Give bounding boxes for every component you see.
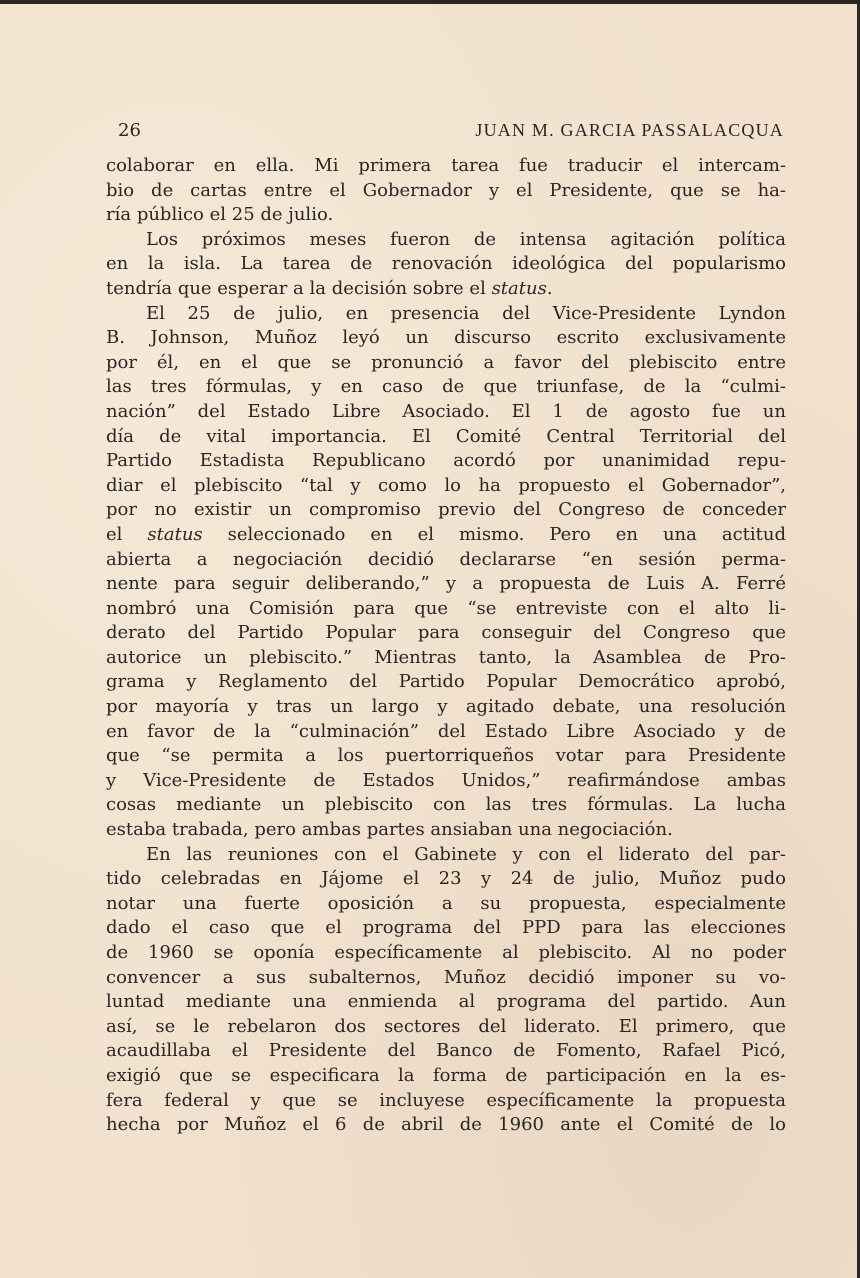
- text-line-content: de 1960 se oponía específicamente al plebiscito. Al no poder: [106, 942, 786, 963]
- text-line-content: las tres fórmulas, y en caso de que triunfase, de la “culmi-: [106, 376, 786, 398]
- text-line-content: nombró una Comisión para que “se entreviste con el alto li-: [106, 597, 786, 619]
- text-line: [106, 154, 786, 179]
- text-line: [106, 228, 786, 253]
- text-line-content: diar el plebiscito “tal y como lo ha propuesto el Gobernador”,: [106, 474, 786, 496]
- text-line-content: por él, en el que se pronunció a favor del plebiscito entre: [106, 351, 786, 373]
- text-line-content: por mayoría y tras un largo y agitado debate, una resolución: [106, 696, 786, 718]
- text-line-content: ría público el 25 de julio.: [106, 204, 334, 226]
- text-line: [106, 572, 786, 597]
- text-line: [106, 793, 786, 818]
- text-line: [106, 302, 786, 327]
- text-line-content: grama y Reglamento del Partido Popular Democrático aprobó,: [106, 671, 786, 693]
- text-line-content: B. Johnson, Muñoz leyó un discurso escrito exclusivamente: [106, 327, 786, 349]
- text-line-content: colaborar en ella. Mi primera tarea fue traducir el intercam-: [106, 155, 786, 176]
- text-line: [106, 1015, 786, 1040]
- text-line: [106, 966, 786, 991]
- page-number: 26: [118, 120, 141, 141]
- text-line: [106, 867, 786, 892]
- text-line: [106, 326, 786, 351]
- text-line-content: Los próximos meses fueron de intensa agitación política: [146, 228, 786, 250]
- text-line-content: derato del Partido Popular para conseguir del Congreso que: [106, 622, 786, 644]
- text-line: [106, 1113, 786, 1138]
- text-line-tail: .: [546, 277, 553, 299]
- text-line: [106, 744, 786, 769]
- text-line-tail: seleccionado en el mismo. Pero en una actitud: [202, 523, 787, 545]
- text-line-content: estaba trabada, pero ambas partes ansiaban una negociación.: [106, 819, 673, 841]
- text-line: [106, 818, 786, 843]
- text-line-content: acaudillaba el Presidente del Banco de Fomento, Rafael Picó,: [106, 1040, 786, 1062]
- italic-term: status: [491, 277, 547, 299]
- text-line: [106, 449, 786, 474]
- text-line-content: por no existir un compromiso previo del Congreso de conceder: [106, 499, 786, 521]
- text-line: [106, 548, 786, 573]
- text-line-content: autorice un plebiscito.” Mientras tanto, la Asamblea de Pro-: [106, 646, 786, 668]
- text-line: [106, 769, 786, 794]
- text-line-content: cosas mediante un plebiscito con las tres fórmulas. La lucha: [106, 794, 786, 816]
- text-line: [106, 400, 786, 425]
- text-line: [106, 1064, 786, 1089]
- text-line-content: convencer a sus subalternos, Muñoz decidió imponer su vo-: [106, 966, 786, 988]
- text-line: [106, 670, 786, 695]
- text-line: [106, 474, 786, 499]
- body-text: [106, 154, 786, 1138]
- text-line: [106, 843, 786, 868]
- text-line-content: y Vice-Presidente de Estados Unidos,” reafirmándose ambas: [106, 769, 786, 791]
- text-line: [106, 597, 786, 622]
- text-line: [106, 277, 786, 302]
- text-line: [106, 695, 786, 720]
- text-line: [106, 425, 786, 450]
- text-line: [106, 916, 786, 941]
- text-line-content: nente para seguir deliberando,” y a propuesta de Luis A. Ferré: [106, 573, 786, 595]
- running-head: JUAN M. GARCIA PASSALACQUA: [475, 120, 784, 140]
- text-line-content: dado el caso que el programa del PPD para las elecciones: [106, 917, 786, 939]
- text-line: [106, 720, 786, 745]
- text-line: [106, 990, 786, 1015]
- text-line-content: tendría que esperar a la decisión sobre el: [106, 277, 492, 299]
- text-line-content: bio de cartas entre el Gobernador y el Presidente, que se ha-: [106, 179, 786, 201]
- text-line-content: El 25 de julio, en presencia del Vice-Presidente Lyndon: [146, 302, 786, 324]
- text-line-content: el: [106, 523, 148, 545]
- text-line-content: así, se le rebelaron dos sectores del liderato. El primero, que: [106, 1015, 786, 1037]
- text-line-content: tido celebradas en Jájome el 23 y 24 de julio, Muñoz pudo: [106, 868, 786, 890]
- text-line-content: En las reuniones con el Gabinete y con el liderato del par-: [146, 843, 786, 865]
- text-line-content: notar una fuerte oposición a su propuesta, especialmente: [106, 892, 786, 914]
- text-line: [106, 252, 786, 277]
- text-line-content: abierta a negociación decidió declararse “en sesión perma-: [106, 548, 786, 570]
- text-line: [106, 941, 786, 966]
- text-line: [106, 375, 786, 400]
- text-line: [106, 523, 786, 548]
- italic-term: status: [147, 523, 203, 545]
- text-line-content: fera federal y que se incluyese específicamente la propuesta: [106, 1089, 786, 1111]
- text-line-content: nación” del Estado Libre Asociado. El 1 de agosto fue un: [106, 400, 786, 422]
- text-line: [106, 1039, 786, 1064]
- text-line-content: Partido Estadista Republicano acordó por unanimidad repu-: [106, 450, 786, 472]
- text-line-content: en la isla. La tarea de renovación ideológica del popularismo: [106, 253, 786, 275]
- text-line: [106, 646, 786, 671]
- text-line: [106, 621, 786, 646]
- text-line: [106, 498, 786, 523]
- text-line: [106, 1089, 786, 1114]
- text-line-content: luntad mediante una enmienda al programa del partido. Aun: [106, 991, 786, 1013]
- text-line: [106, 351, 786, 376]
- page-header: [118, 120, 784, 144]
- text-line: [106, 892, 786, 917]
- text-line-content: exigió que se especificara la forma de participación en la es-: [106, 1064, 786, 1086]
- text-line-content: en favor de la “culminación” del Estado Libre Asociado y de: [106, 720, 786, 742]
- text-line: [106, 203, 786, 228]
- text-line-content: hecha por Muñoz el 6 de abril de 1960 ante el Comité de lo: [106, 1114, 786, 1136]
- text-line-content: día de vital importancia. El Comité Central Territorial del: [106, 425, 786, 447]
- text-line-content: que “se permita a los puertorriqueños votar para Presidente: [106, 745, 786, 767]
- text-line: [106, 179, 786, 204]
